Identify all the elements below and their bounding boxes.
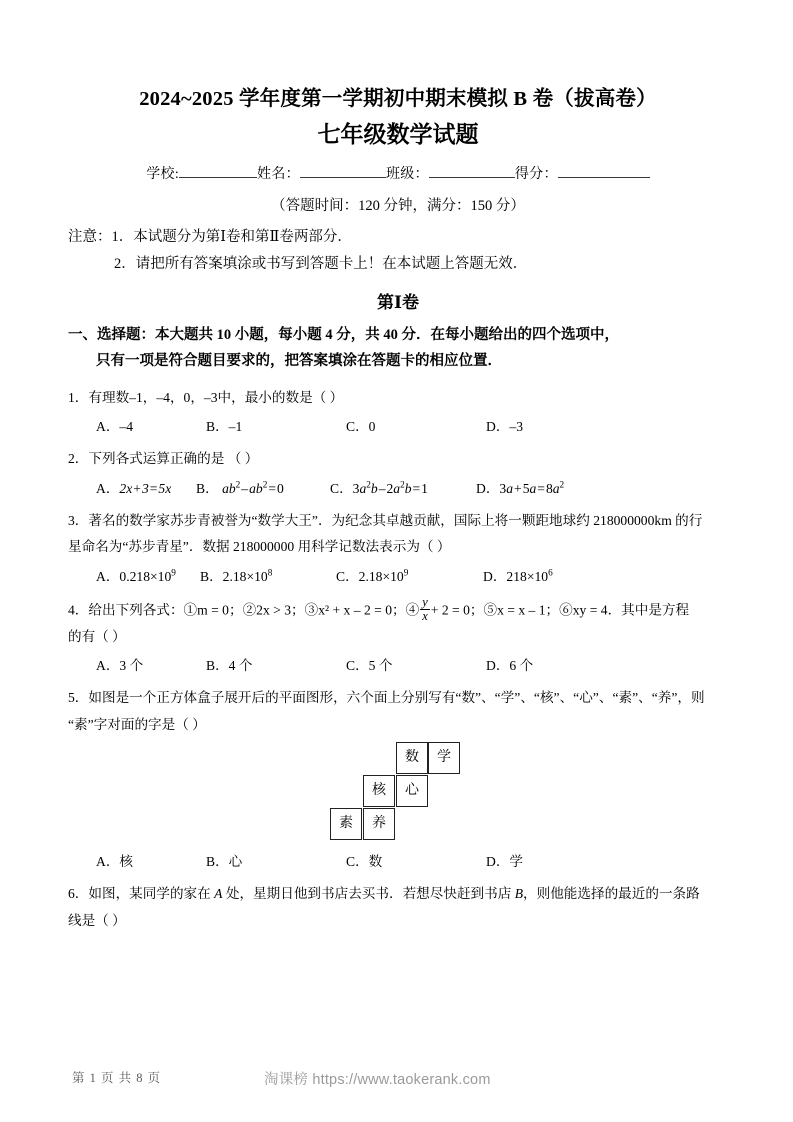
- question-3-option-d[interactable]: [483, 564, 553, 591]
- question-4: [68, 596, 728, 675]
- question-5-option-d[interactable]: D．学: [486, 854, 524, 870]
- question-2-option-c-label: C．: [330, 480, 353, 496]
- question-3-option-a-base: ×10: [150, 568, 172, 584]
- class-input-line[interactable]: [429, 177, 515, 178]
- question-3-option-a-mantissa: 0.218: [119, 568, 151, 584]
- question-2-option-d-expr: $3a+5a=8a^2$: [499, 479, 565, 496]
- notice-line-1: 注意：1．本试题分为第Ⅰ卷和第Ⅱ卷两部分．: [68, 229, 352, 246]
- name-label: 姓名：: [257, 167, 300, 183]
- question-5-options: [68, 849, 728, 870]
- question-3-option-a-exp: 9: [171, 567, 176, 578]
- cube-net-grid: [330, 742, 463, 842]
- question-4-fraction-numerator: y: [422, 594, 428, 609]
- question-3-option-d-base: ×10: [526, 568, 549, 584]
- question-2-option-c-expr: $3a^2b-2a^2b=1$: [352, 479, 428, 496]
- school-input-line[interactable]: [179, 177, 257, 178]
- question-2-option-d-label: D．: [476, 480, 500, 496]
- question-6: [68, 881, 728, 934]
- question-4-item-4-marker: ④: [405, 602, 420, 618]
- question-3-option-b-base: ×10: [246, 568, 268, 584]
- question-3-option-c-exp: 9: [403, 567, 409, 578]
- question-3-option-d-label: D．: [483, 568, 507, 584]
- question-3-option-c-label: C．: [336, 568, 359, 584]
- exam-meta: （答题时间：120 分钟，满分：150 分）: [271, 198, 525, 215]
- question-2-option-b[interactable]: [196, 476, 284, 503]
- question-5-stem-line-1: 5．如图是一个正方体盒子展开后的平面图形，六个面上分别写有“数”、“学”、“核”、“心”、“素”、“养”，则: [68, 690, 705, 706]
- question-4-stem-line-2: 的有（ ）: [68, 628, 126, 644]
- score-input-line[interactable]: [558, 177, 650, 178]
- question-3-option-d-mantissa: 218: [506, 568, 527, 584]
- question-4-item-3: ③x² + x – 2 = 0；: [304, 602, 406, 618]
- question-4-stem-suffix: 其中是方程: [621, 602, 690, 618]
- class-label: 班级：: [385, 167, 429, 183]
- student-info-row: [68, 163, 728, 183]
- question-3: [68, 508, 728, 585]
- page-subtitle: 七年级数学试题: [317, 121, 479, 147]
- cube-net-figure: [68, 742, 728, 846]
- question-5-option-c[interactable]: C．数: [346, 854, 383, 870]
- question-2-options: [68, 476, 728, 497]
- question-1-option-b[interactable]: B．–1: [206, 419, 243, 435]
- cube-net-cell-shu: 数: [396, 742, 428, 774]
- question-2: [68, 446, 728, 497]
- question-4-item-4-fraction: [420, 596, 430, 623]
- watermark: 淘课榜 https://www.taokerank.com: [264, 1072, 491, 1088]
- question-4-item-1: ①m = 0；: [183, 602, 243, 618]
- question-2-option-a-expr: 2x+3=5x: [119, 480, 172, 496]
- question-5-stem-line-2: “素”字对面的字是（ ）: [68, 716, 206, 732]
- question-2-option-b-label: B．: [196, 480, 219, 496]
- question-2-option-a-label: A．: [96, 480, 120, 496]
- question-3-option-a-label: A．: [96, 568, 120, 584]
- question-3-option-a[interactable]: [96, 564, 176, 591]
- question-1-option-d[interactable]: D．–3: [486, 419, 524, 435]
- question-1-stem: 1．有理数–1，–4，0，–3中，最小的数是（ ）: [68, 389, 344, 405]
- question-2-option-a[interactable]: [96, 476, 171, 503]
- question-1-option-a[interactable]: A．–4: [96, 419, 134, 435]
- page-footer: [68, 1068, 728, 1092]
- question-4-item-2: ②2x > 3；: [242, 602, 305, 618]
- question-4-option-c[interactable]: C．5 个: [346, 658, 393, 674]
- cube-net-cell-su: 素: [330, 808, 362, 840]
- school-label: 学校:: [146, 167, 180, 183]
- question-4-fraction-denominator: x: [422, 608, 428, 623]
- section-heading-line-2: 只有一项是符合题目要求的，把答案填涂在答题卡的相应位置．: [96, 352, 502, 369]
- question-3-option-b-mantissa: 2.18: [222, 568, 247, 584]
- question-3-stem-line-2: 星命名为“苏步青星”．数据 218000000 用科学记数法表示为（ ）: [68, 539, 451, 555]
- question-2-option-b-expr: $ab^2-ab^2=0$: [222, 479, 284, 496]
- cube-net-cell-xin: 心: [396, 775, 428, 807]
- question-1-options: [68, 414, 728, 435]
- question-4-stem-line-1: [68, 596, 728, 624]
- question-5-option-a[interactable]: A．核: [96, 854, 134, 870]
- question-3-option-b[interactable]: [200, 564, 272, 591]
- question-6-stem-part-b: 处，星期日他到书店去买书．若想尽快赶到书店: [222, 886, 515, 902]
- name-input-line[interactable]: [300, 177, 386, 178]
- question-1: [68, 385, 728, 436]
- notice-line-2: 2．请把所有答案填涂或书写到答题卡上！在本试题上答题无效．: [114, 255, 528, 272]
- question-3-option-b-label: B．: [200, 568, 223, 584]
- question-4-item-5: ⑤x = x – 1；: [483, 602, 560, 618]
- question-3-options: [68, 564, 728, 585]
- page-title: 2024~2025 学年度第一学期初中期末模拟 B 卷（拔高卷）: [139, 88, 657, 110]
- question-2-stem: 2．下列各式运算正确的是 （ ）: [68, 451, 259, 467]
- question-4-option-d[interactable]: D．6 个: [486, 658, 534, 674]
- question-3-option-b-exp: 8: [267, 567, 273, 578]
- question-6-stem-part-c: ，则他能选择的最近的一条路: [523, 886, 700, 902]
- question-3-option-d-exp: 6: [548, 567, 553, 578]
- question-2-option-c[interactable]: [330, 476, 428, 503]
- question-4-options: [68, 653, 728, 674]
- question-6-point-b: B: [514, 886, 524, 902]
- question-3-option-c[interactable]: [336, 564, 408, 591]
- question-6-stem-part-a: 6．如图，某同学的家在: [68, 886, 215, 902]
- question-2-option-d[interactable]: [476, 476, 564, 503]
- cube-net-cell-yang: 养: [363, 808, 395, 840]
- question-4-stem-prefix: 4．给出下列各式：: [68, 602, 184, 618]
- notice-block: [68, 224, 728, 278]
- section-heading: [68, 322, 728, 374]
- question-3-option-c-mantissa: 2.18: [358, 568, 383, 584]
- question-5-option-b[interactable]: B．心: [206, 854, 243, 870]
- question-4-option-b[interactable]: B．4 个: [206, 658, 253, 674]
- question-4-option-a[interactable]: A．3 个: [96, 658, 144, 674]
- question-5: [68, 685, 728, 870]
- question-6-stem-line-2: 线是（ ）: [68, 912, 126, 928]
- part-title: 第Ⅰ卷: [377, 292, 419, 312]
- page-content: [68, 86, 728, 934]
- question-4-item-6: ⑥xy = 4．: [559, 602, 622, 618]
- cube-net-cell-xue: 学: [428, 742, 460, 774]
- page-number: 第 1 页 共 8 页: [72, 1071, 162, 1085]
- section-heading-line-1: 一、选择题：本大题共 10 小题，每小题 4 分，共 40 分．在每小题给出的四个选项中，: [68, 326, 619, 343]
- question-3-stem-line-1: 3．著名的数学家苏步青被誉为“数学大王”．为纪念其卓越贡献，国际上将一颗距地球约 218000000km 的行: [68, 512, 703, 528]
- question-6-stem-line-1: [68, 881, 728, 908]
- question-3-option-c-base: ×10: [382, 568, 404, 584]
- question-1-option-c[interactable]: C．0: [346, 419, 376, 435]
- question-4-item-4-tail: + 2 = 0；: [430, 602, 484, 618]
- cube-net-cell-he: 核: [363, 775, 395, 807]
- score-label: 得分：: [514, 167, 558, 183]
- question-6-point-a: A: [214, 886, 223, 902]
